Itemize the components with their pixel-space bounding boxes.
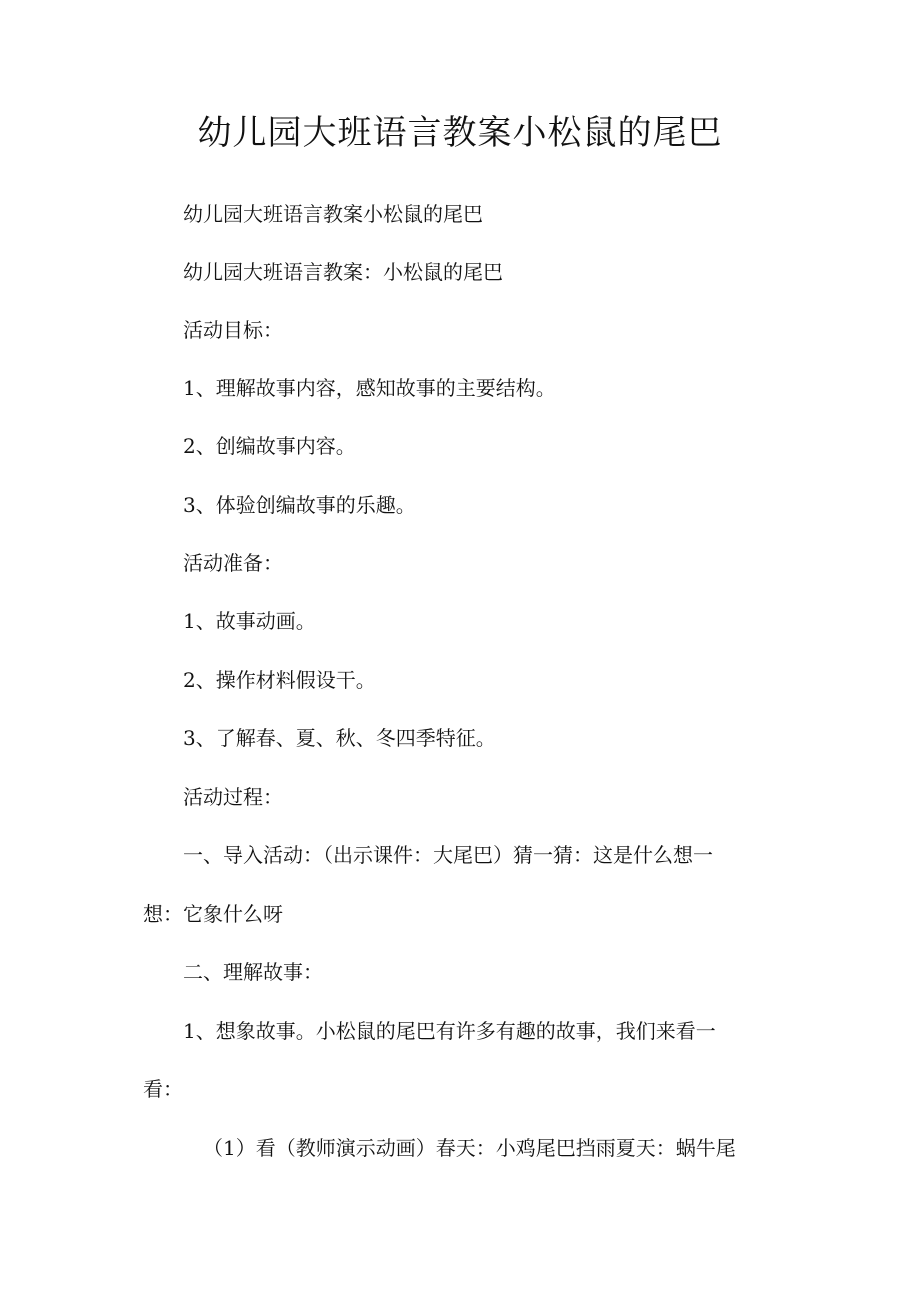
preparation-item-3: 3、了解春、夏、秋、冬四季特征。 xyxy=(183,726,496,750)
heading-activity-goals: 活动目标： xyxy=(183,318,283,342)
process-step-2-item-1-line-2: 看： xyxy=(143,1077,183,1101)
heading-activity-preparation: 活动准备： xyxy=(183,551,283,575)
document-title: 幼儿园大班语言教案小松鼠的尾巴 xyxy=(197,113,723,153)
preparation-item-2: 2、操作材料假设干。 xyxy=(183,668,376,692)
process-step-1-line-2: 想：它象什么呀 xyxy=(143,902,283,926)
paragraph-lesson-name: 幼儿园大班语言教案：小松鼠的尾巴 xyxy=(183,260,503,284)
goal-item-1: 1、理解故事内容，感知故事的主要结构。 xyxy=(183,376,556,400)
goal-item-3: 3、体验创编故事的乐趣。 xyxy=(183,493,416,517)
process-step-1-line-1: 一、导入活动：（出示课件：大尾巴）猜一猜：这是什么想一 xyxy=(183,843,713,867)
process-step-2-item-1-line-1: 1、想象故事。小松鼠的尾巴有许多有趣的故事，我们来看一 xyxy=(183,1019,716,1043)
preparation-item-1: 1、故事动画。 xyxy=(183,609,316,633)
goal-item-2: 2、创编故事内容。 xyxy=(183,434,356,458)
paragraph-subtitle: 幼儿园大班语言教案小松鼠的尾巴 xyxy=(183,202,483,226)
process-step-2-subitem-1: （1）看（教师演示动画）春天：小鸡尾巴挡雨夏天：蜗牛尾 xyxy=(203,1136,736,1160)
heading-activity-process: 活动过程： xyxy=(183,785,283,809)
process-step-2-heading: 二、理解故事： xyxy=(183,960,323,984)
